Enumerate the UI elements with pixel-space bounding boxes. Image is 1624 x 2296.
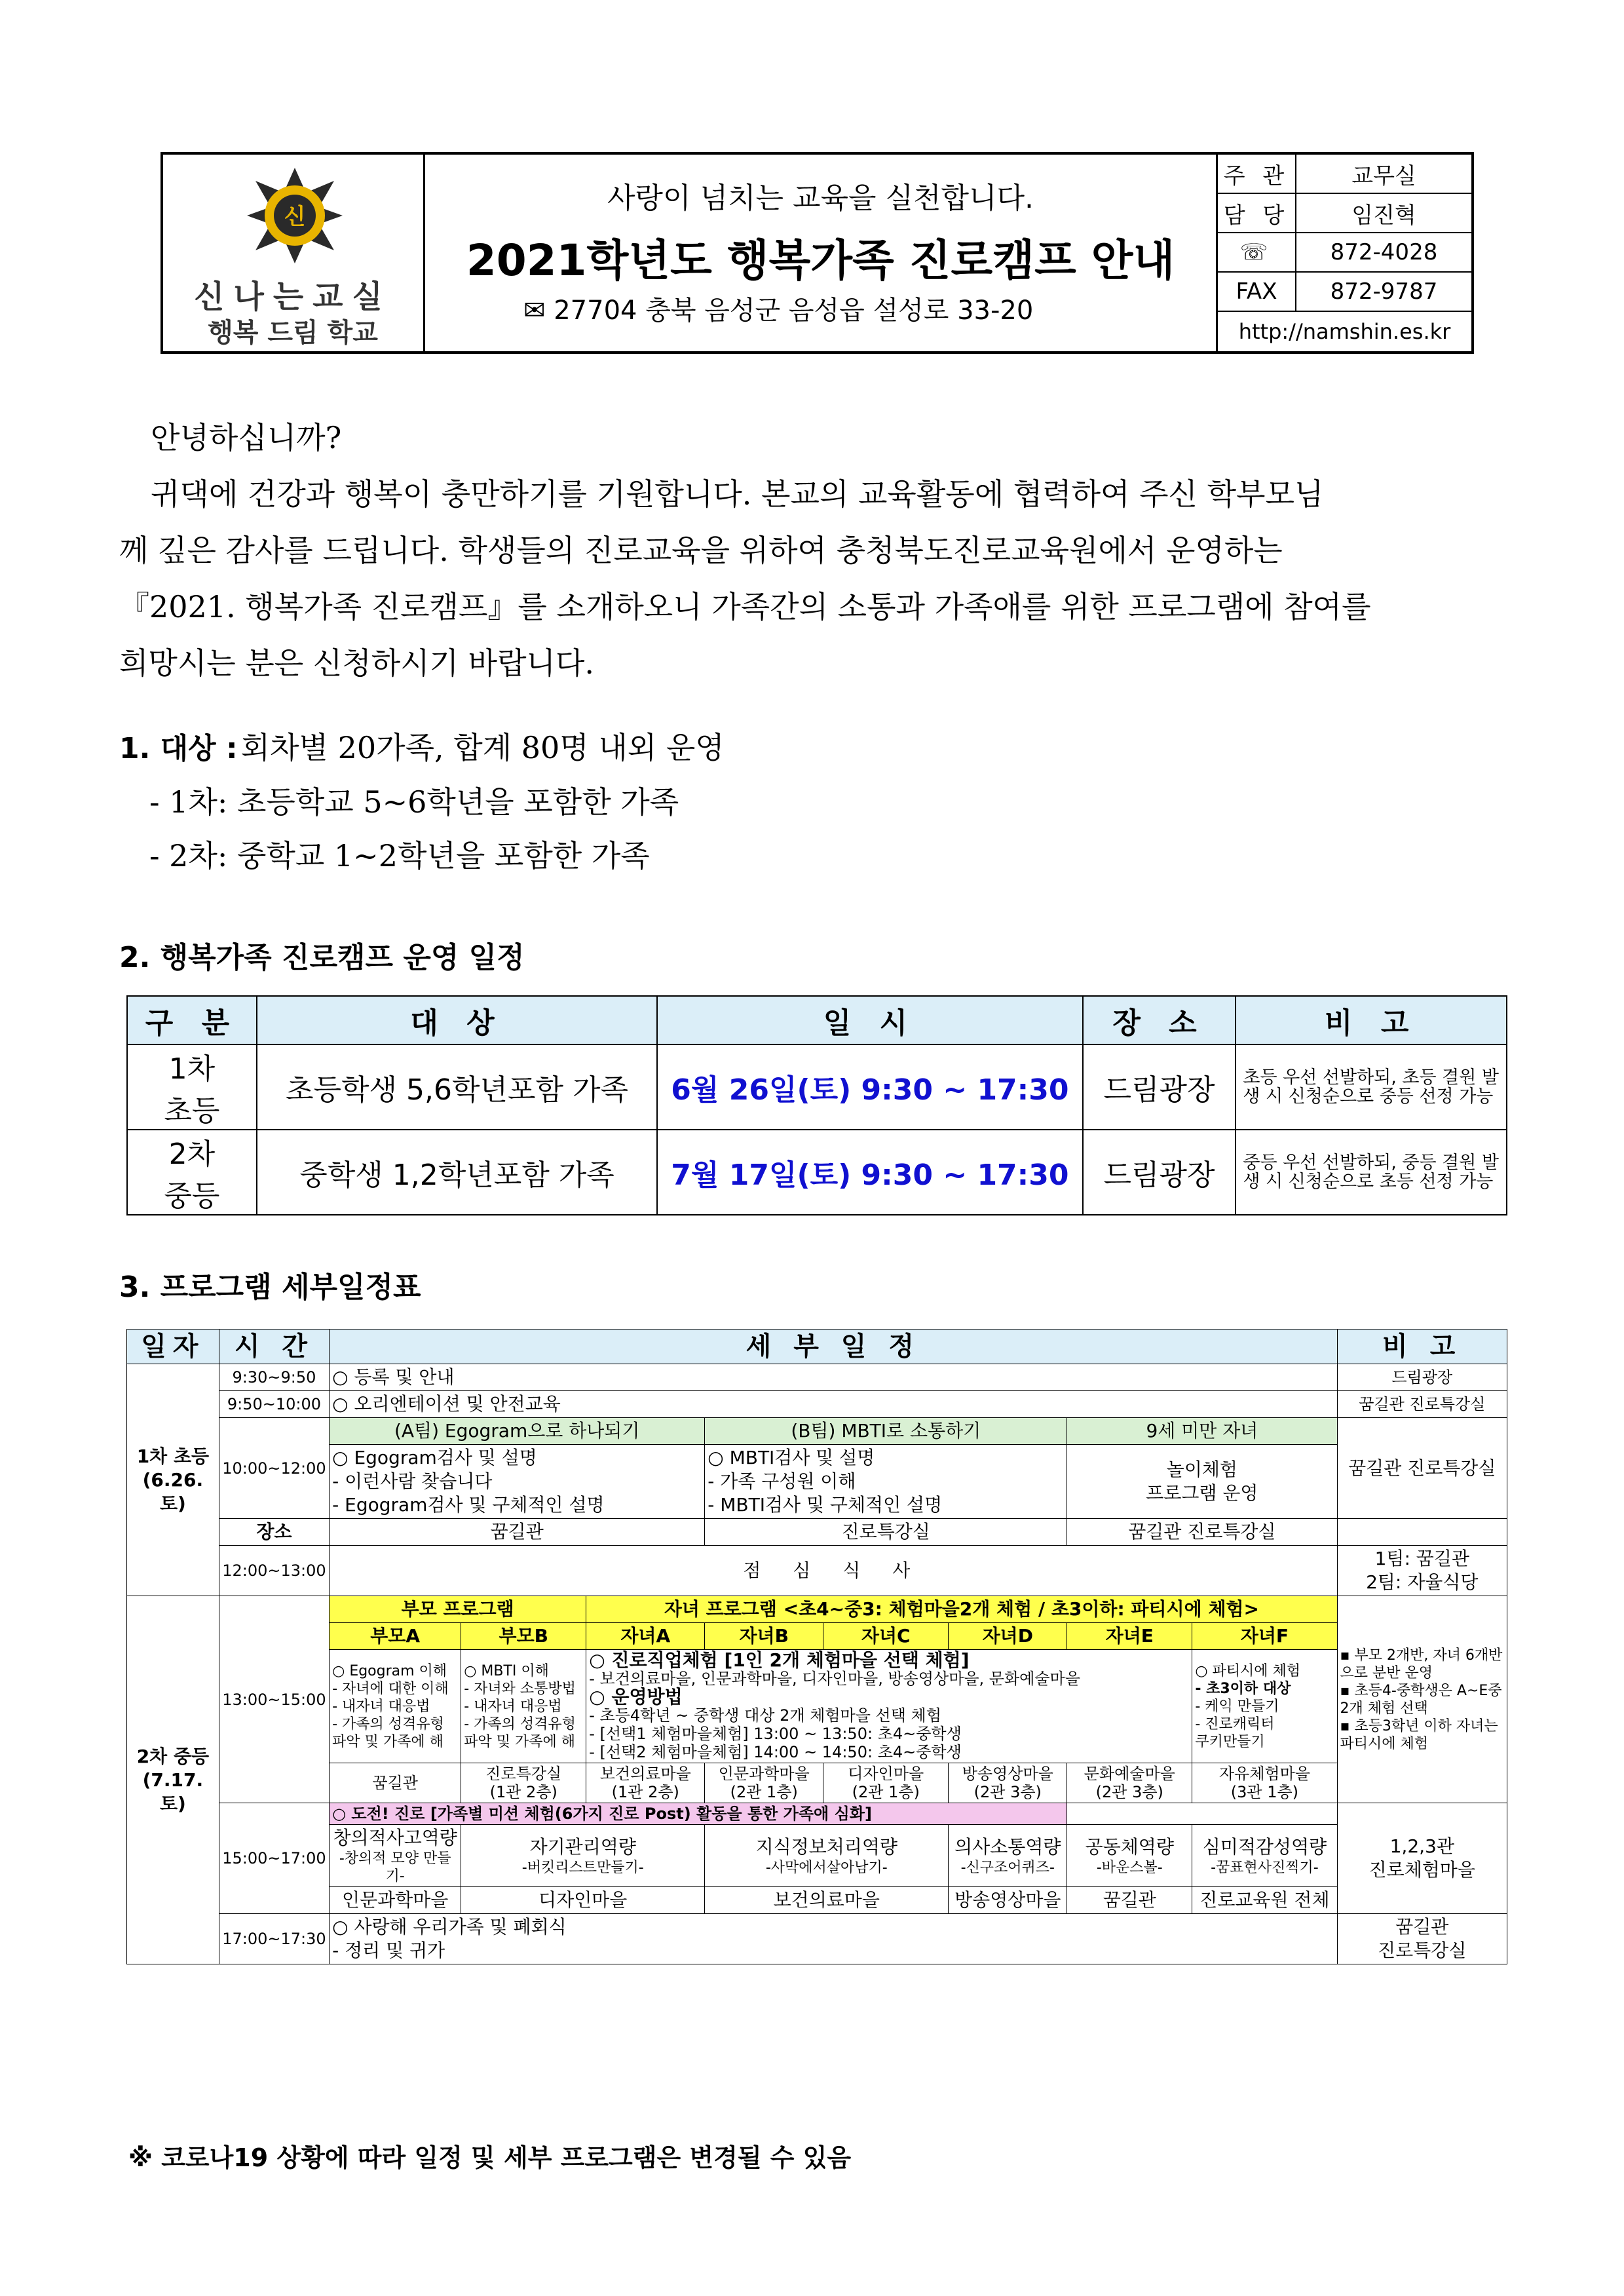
content-line: ▪ 초등4-중학생은 A~E중 2개 체험 선택 xyxy=(1340,1682,1502,1717)
content-line: ○ Egogram검사 및 설명 xyxy=(332,1447,537,1468)
table-row xyxy=(127,1519,1507,1546)
slogan: 사랑이 넘치는 교육을 실천합니다. xyxy=(607,182,1034,215)
blank-cell xyxy=(1067,1803,1337,1825)
post-activity: -버킷리스트만들기- xyxy=(521,1859,644,1876)
place-cell: 인문과학마을 xyxy=(330,1887,461,1914)
target-cell: 중학생 1,2학년포함 가족 xyxy=(257,1130,657,1215)
section-heading: 1. 대상 : xyxy=(119,732,238,765)
place-cell: 드림광장 xyxy=(1083,1044,1236,1130)
time-cell: 17:00~17:30 xyxy=(219,1914,329,1964)
content-line: 파악 및 가족에 해 xyxy=(332,1733,444,1750)
round-cell xyxy=(127,1044,257,1130)
info-row xyxy=(1218,155,1471,194)
group-label: 자녀B xyxy=(705,1623,823,1650)
table-row xyxy=(127,1763,1507,1803)
schedule-cell xyxy=(330,1914,1337,1964)
letter-line: 귀댁에 건강과 행복이 충만하기를 기원합니다. 본교의 교육활동에 협력하여 주신 학부모님 xyxy=(151,476,1324,512)
table-row xyxy=(127,1914,1507,1964)
table-row xyxy=(127,1887,1507,1914)
section-heading: 2. 행복가족 진로캠프 운영 일정 xyxy=(119,941,525,974)
place-cell: 방송영상마을 xyxy=(949,1887,1067,1914)
day-label: 2차 중등 xyxy=(136,1745,210,1767)
target-item: - 2차: 중학교 1~2학년을 포함한 가족 xyxy=(149,838,650,873)
team-b-content xyxy=(705,1445,1067,1519)
logo-text-bottom: 행복 드림 학교 xyxy=(208,318,378,348)
place-cell: 방송영상마을 (2관 3층) xyxy=(949,1763,1067,1803)
note-cell: 초등 우선 선발하되, 초등 결원 발생 시 신청순으로 중등 선정 가능 xyxy=(1236,1044,1507,1130)
note-cell: 중등 우선 선발하되, 중등 결원 발생 시 신청순으로 초등 선정 가능 xyxy=(1236,1130,1507,1215)
place-cell: 디자인마을 xyxy=(461,1887,705,1914)
table-row xyxy=(127,1130,1507,1215)
round-label: 1차 xyxy=(168,1052,216,1086)
content-line: ○ MBTI검사 및 설명 xyxy=(708,1447,875,1468)
title-block xyxy=(425,155,1216,351)
place-cell: 보건의료마을 xyxy=(705,1887,949,1914)
post-activity: -바운스볼- xyxy=(1096,1859,1163,1876)
post-activity: -신구조어퀴즈- xyxy=(960,1859,1055,1876)
content-line: - 가족의 성격유형 xyxy=(464,1715,576,1732)
time-cell: 10:00~12:00 xyxy=(219,1418,329,1519)
table-row xyxy=(127,1650,1507,1763)
info-row xyxy=(1218,233,1471,273)
mission-post xyxy=(1067,1825,1192,1887)
place-cell: 진로교육원 전체 xyxy=(1192,1887,1337,1914)
place-cell: 진로특강실 xyxy=(705,1519,1067,1546)
place-cell: 디자인마을 (2관 1층) xyxy=(823,1763,949,1803)
address-line xyxy=(523,290,1179,327)
schedule-cell: ○ 오리엔테이션 및 안전교육 xyxy=(330,1391,1337,1418)
parent-b-content xyxy=(461,1650,586,1763)
section-1 xyxy=(119,724,725,767)
group-label: 자녀C xyxy=(823,1623,949,1650)
info-key: FAX xyxy=(1218,273,1296,311)
column-header: 일 시 xyxy=(657,996,1082,1044)
content-line: ○ 운영방법 xyxy=(589,1686,683,1708)
post-activity: -사막에서살아남기- xyxy=(765,1859,888,1876)
day-date: (7.17.토) xyxy=(142,1769,204,1814)
lunch-cell: 점 심 식 사 xyxy=(330,1546,1337,1596)
group-label: 자녀E xyxy=(1067,1623,1192,1650)
content-line: 놀이체험 xyxy=(1166,1459,1237,1480)
content-line: ○ 사랑해 우리가족 및 폐회식 xyxy=(332,1916,567,1938)
note-cell: 꿈길관 진로특강실 xyxy=(1337,1418,1507,1519)
parent-a-content xyxy=(330,1650,461,1763)
child-f-content xyxy=(1192,1650,1337,1763)
datetime-cell: 7월 17일(토) 9:30 ~ 17:30 xyxy=(657,1130,1082,1215)
content-line: 쿠키만들기 xyxy=(1195,1733,1265,1750)
place-cell: 보건의료마을 (1관 2층) xyxy=(586,1763,705,1803)
content-line: 파악 및 가족에 해 xyxy=(464,1733,575,1750)
place-cell: 인문과학마을 (2관 1층) xyxy=(705,1763,823,1803)
info-value: 교무실 xyxy=(1351,163,1416,189)
mission-title: ○ 도전! 진로 [가족별 미션 체험(6가지 진로 Post) 활동을 통한 가족애 심화] xyxy=(330,1803,1067,1825)
column-header: 세 부 일 정 xyxy=(330,1330,1337,1364)
column-header: 대 상 xyxy=(257,996,657,1044)
day-label: 1차 초등 xyxy=(136,1445,210,1467)
content-line: - 초등4학년 ~ 중학생 대상 2개 체험마을 선택 체험 xyxy=(589,1706,941,1725)
child-main-content xyxy=(586,1650,1192,1763)
content-line: - 진로캐릭터 xyxy=(1195,1715,1275,1732)
group-label: 자녀D xyxy=(949,1623,1067,1650)
content-line: ○ Egogram 이해 xyxy=(332,1662,447,1679)
group-label: 부모B xyxy=(461,1623,586,1650)
schedule-table xyxy=(126,995,1507,1215)
content-line: 꿈길관 xyxy=(1395,1916,1449,1938)
content-line: 1팀: 꿈길관 xyxy=(1374,1548,1469,1569)
column-header: 비 고 xyxy=(1236,996,1507,1044)
content-line: - 자녀와 소통방법 xyxy=(464,1680,576,1697)
mission-post xyxy=(949,1825,1067,1887)
content-line: - 가족 구성원 이해 xyxy=(708,1470,856,1492)
content-line: ○ 파티시에 체험 xyxy=(1195,1662,1301,1679)
place-cell: 문화예술마을 (2관 3층) xyxy=(1067,1763,1192,1803)
table-row xyxy=(127,1391,1507,1418)
round-label: 2차 xyxy=(168,1138,216,1171)
info-row xyxy=(1218,273,1471,312)
day-date: (6.26.토) xyxy=(142,1468,204,1514)
page-title: 2021학년도 행복가족 진로캠프 안내 xyxy=(466,235,1175,286)
content-line: - 가족의 성격유형 xyxy=(332,1715,444,1732)
content-line: 2팀: 자율식당 xyxy=(1366,1571,1479,1593)
info-key: 주 관 xyxy=(1218,155,1296,193)
content-line: - 초3이하 대상 xyxy=(1195,1680,1291,1697)
table-row xyxy=(127,1623,1507,1650)
target-item: - 1차: 초등학교 5~6학년을 포함한 가족 xyxy=(149,784,679,820)
place-cell: 꿈길관 xyxy=(1067,1887,1192,1914)
content-line: ○ 진로직업체험 [1인 2개 체험마을 선택 체험] xyxy=(589,1649,970,1671)
post-name: 지식정보처리역량 xyxy=(755,1835,897,1858)
content-line: ▪ 초등3학년 이하 자녀는 파티시에 체험 xyxy=(1340,1717,1498,1752)
info-row xyxy=(1218,194,1471,233)
greeting: 안녕하십니까? xyxy=(151,420,342,455)
table-header-row xyxy=(127,996,1507,1044)
content-line: - [선택1 체험마을체험] 13:00 ~ 13:50: 초4~중학생 xyxy=(589,1725,962,1743)
mail-icon: ✉ xyxy=(523,296,546,326)
schedule-cell: ○ 등록 및 안내 xyxy=(330,1364,1337,1391)
note-cell: 꿈길관 진로특강실 xyxy=(1337,1391,1507,1418)
mission-post xyxy=(705,1825,949,1887)
column-header: 장 소 xyxy=(1083,996,1236,1044)
table-header-row xyxy=(127,1330,1507,1364)
table-row xyxy=(127,1445,1507,1519)
program-table xyxy=(126,1329,1507,1964)
post-name: 심미적감성역량 xyxy=(1202,1835,1327,1858)
day-cell xyxy=(127,1596,219,1964)
footnote: ※ 코로나19 상황에 따라 일정 및 세부 프로그램은 변경될 수 있음 xyxy=(128,2143,852,2172)
letter-line: 께 깊은 감사를 드립니다. 학생들의 진로교육을 위하여 충청북도진로교육원에서 운영하는 xyxy=(119,533,1283,568)
svg-text:신: 신 xyxy=(284,204,306,230)
time-cell: 13:00~15:00 xyxy=(219,1596,329,1803)
content-line: 진로특강실 xyxy=(1378,1940,1467,1961)
post-activity: -꿈표현사진찍기- xyxy=(1211,1859,1319,1876)
place-cell: 꿈길관 xyxy=(330,1519,705,1546)
info-key: 담 당 xyxy=(1218,194,1296,232)
note-cell xyxy=(1337,1519,1507,1546)
mission-post xyxy=(1192,1825,1337,1887)
letter-line: 희망시는 분은 신청하시기 바랍니다. xyxy=(119,645,595,681)
group-label: 자녀F xyxy=(1192,1623,1337,1650)
team-b-title: (B팀) MBTI로 소통하기 xyxy=(705,1418,1067,1445)
team-c-content xyxy=(1067,1445,1337,1519)
content-line: - Egogram검사 및 구체적인 설명 xyxy=(332,1494,605,1516)
content-line: - 자녀에 대한 이해 xyxy=(332,1680,449,1697)
team-a-content xyxy=(330,1445,705,1519)
level-label: 중등 xyxy=(164,1179,220,1213)
post-name: 창의적사고역량 xyxy=(333,1827,457,1848)
content-line: 1,2,3관 xyxy=(1389,1835,1454,1857)
table-row xyxy=(127,1825,1507,1887)
post-name: 공동체역량 xyxy=(1085,1835,1174,1858)
mission-post xyxy=(330,1825,461,1887)
datetime-cell: 6월 26일(토) 9:30 ~ 17:30 xyxy=(657,1044,1082,1130)
group-label: 자녀A xyxy=(586,1623,705,1650)
table-row xyxy=(127,1044,1507,1130)
column-header: 일자 xyxy=(127,1330,219,1364)
post-name: 의사소통역량 xyxy=(954,1835,1061,1858)
place-cell: 자유체험마을 (3관 1층) xyxy=(1192,1763,1337,1803)
content-line: 진로체험마을 xyxy=(1369,1859,1475,1881)
time-cell: 9:50~10:00 xyxy=(219,1391,329,1418)
parent-program-title: 부모 프로그램 xyxy=(330,1596,586,1623)
team-a-title: (A팀) Egogram으로 하나되기 xyxy=(330,1418,705,1445)
content-line: - [선택2 체험마을체험] 14:00 ~ 14:50: 초4~중학생 xyxy=(589,1743,962,1761)
note-cell: 드림광장 xyxy=(1337,1364,1507,1391)
target-cell: 초등학생 5,6학년포함 가족 xyxy=(257,1044,657,1130)
section-heading: 3. 프로그램 세부일정표 xyxy=(119,1271,421,1304)
school-logo xyxy=(163,155,425,351)
letterhead xyxy=(161,152,1474,354)
info-value: 872-4028 xyxy=(1330,239,1438,265)
content-line: - 보건의료마을, 인문과학마을, 디자인마을, 방송영상마을, 문화예술마을 xyxy=(589,1670,1080,1688)
table-row xyxy=(127,1546,1507,1596)
post-activity: -창의적 모양 만들기- xyxy=(339,1850,451,1885)
content-line: - 정리 및 귀가 xyxy=(332,1940,445,1961)
time-cell: 12:00~13:00 xyxy=(219,1546,329,1596)
place-cell: 드림광장 xyxy=(1083,1130,1236,1215)
column-header: 구 분 xyxy=(127,996,257,1044)
table-row xyxy=(127,1596,1507,1623)
content-line: ▪ 부모 2개반, 자녀 6개반으로 분반 운영 xyxy=(1340,1647,1503,1681)
info-value: 임진혁 xyxy=(1351,202,1416,229)
content-line: - 내자녀 대응법 xyxy=(464,1698,562,1715)
round-cell xyxy=(127,1130,257,1215)
mission-post xyxy=(461,1825,705,1887)
team-c-title: 9세 미만 자녀 xyxy=(1067,1418,1337,1445)
place-cell: 꿈길관 xyxy=(330,1763,461,1803)
column-header: 시 간 xyxy=(219,1330,329,1364)
note-cell xyxy=(1337,1596,1507,1803)
table-row xyxy=(127,1364,1507,1391)
contact-info xyxy=(1216,155,1471,351)
letter-line: 『2021. 행복가족 진로캠프』를 소개하오니 가족간의 소통과 가족애를 위한 프로그램에 참여를 xyxy=(119,589,1371,624)
post-name: 자기관리역량 xyxy=(529,1835,636,1858)
child-program-title: 자녀 프로그램 <초4~중3: 체험마을2개 체험 / 초3이하: 파티시에 체험> xyxy=(586,1596,1337,1623)
content-line: - 케익 만들기 xyxy=(1195,1698,1279,1715)
group-label: 부모A xyxy=(330,1623,461,1650)
content-line: - MBTI검사 및 구체적인 설명 xyxy=(708,1494,943,1516)
day-cell xyxy=(127,1364,219,1596)
school-url[interactable]: http://namshin.es.kr xyxy=(1238,319,1451,344)
content-line: ○ MBTI 이해 xyxy=(464,1662,549,1679)
section-summary: 회차별 20가족, 합계 80명 내외 운영 xyxy=(240,730,725,765)
info-value: 872-9787 xyxy=(1330,278,1438,305)
phone-icon: ☏ xyxy=(1218,233,1296,271)
time-cell: 15:00~17:00 xyxy=(219,1803,329,1914)
content-line: 프로그램 운영 xyxy=(1146,1482,1258,1504)
place-cell: 진로특강실 (1관 2층) xyxy=(461,1763,586,1803)
place-cell: 꿈길관 진로특강실 xyxy=(1067,1519,1337,1546)
content-line: - 이런사람 찾습니다 xyxy=(332,1470,493,1492)
table-row xyxy=(127,1803,1507,1825)
level-label: 초등 xyxy=(164,1094,220,1128)
place-label: 장소 xyxy=(219,1519,329,1546)
school-emblem-icon xyxy=(246,166,344,265)
info-row xyxy=(1218,312,1471,351)
table-row xyxy=(127,1418,1507,1445)
note-cell xyxy=(1337,1803,1507,1914)
note-cell xyxy=(1337,1914,1507,1964)
address-text: 27704 충북 음성군 음성읍 설성로 33-20 xyxy=(554,296,1034,326)
content-line: - 내자녀 대응법 xyxy=(332,1698,430,1715)
logo-text-top: 신나는교실 xyxy=(194,278,392,315)
time-cell: 9:30~9:50 xyxy=(219,1364,329,1391)
column-header: 비 고 xyxy=(1337,1330,1507,1364)
note-cell xyxy=(1337,1546,1507,1596)
